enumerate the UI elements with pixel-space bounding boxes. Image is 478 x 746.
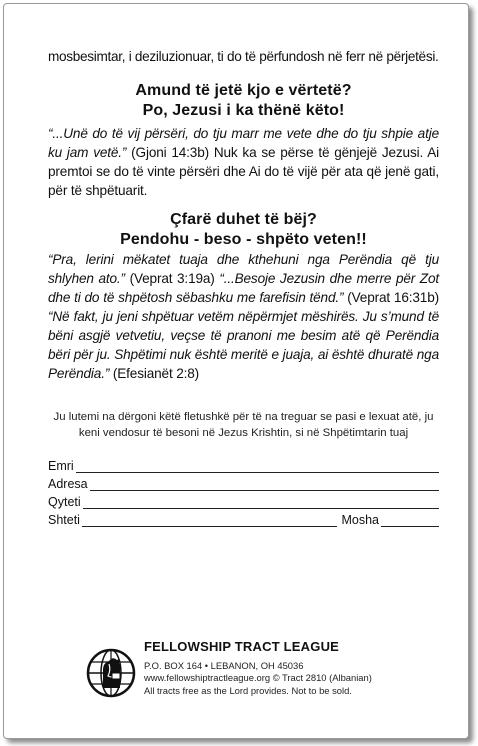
address-label: Adresa	[48, 477, 88, 491]
section1-paragraph	[48, 124, 439, 200]
publisher-website: www.fellowshiptractleague.org © Tract 2810 (Albanian)	[144, 672, 372, 683]
publisher-name: FELLOWSHIP TRACT LEAGUE	[144, 639, 340, 654]
state-label: Shteti	[48, 513, 80, 527]
section2-ref-3: (Efesianët 2:8)	[112, 366, 200, 381]
form-row-name	[48, 456, 439, 473]
address-field[interactable]	[90, 477, 439, 491]
form-row-address	[48, 474, 439, 491]
city-field[interactable]	[83, 495, 439, 509]
section2-quote-2: “...Besoje Jezusin dhe merre për Zot dhe ti do të shpëtosh sëbashku me farefisin tënd.”	[48, 271, 439, 305]
section2-ref-2: (Veprat 16:31b)	[343, 290, 439, 305]
free-notice: All tracts free as the Lord provides. Not to be sold.	[144, 685, 352, 696]
section2-heading-question: Çfarë duhet të bëj?	[170, 211, 317, 228]
city-label: Qyteti	[48, 495, 81, 509]
section1-ref: (Gjoni 14:3b)	[126, 145, 214, 160]
response-note: Ju lutemi na dërgoni këtë fletushkë për të na treguar se pasi e lexuat atë, ju keni vendosur të besoni në Jezus Krishtin, si në Shpëtimtarin tuaj	[53, 411, 434, 439]
publisher-address: P.O. BOX 164 • LEBANON, OH 45036	[144, 660, 304, 671]
section1-heading-answer: Po, Jezusi i ka thënë këto!	[142, 102, 345, 119]
globe-logo-icon	[86, 648, 136, 698]
section1-heading-question: Amund të jetë kjo e vërtetë?	[135, 82, 352, 99]
name-label: Emri	[48, 459, 74, 473]
name-field[interactable]	[76, 459, 439, 473]
intro-text: mosbesimtar, i deziluzionuar, ti do të përfundosh në ferr në përjetësi.	[48, 49, 439, 64]
section1-quote: “...Unë do të vij përsëri, do tju marr me vete dhe do tju shpie atje ku jam vetë.”	[48, 126, 439, 160]
section2-heading-answer: Pendohu - beso - shpëto veten!!	[120, 231, 367, 248]
age-label: Mosha	[341, 513, 379, 527]
form-row-state-age	[48, 510, 439, 527]
section2-quote-3: “Në fakt, ju jeni shpëtuar vetëm nëpërmjet mëshirës. Ju s’mund të bëni asgjë vetvetiu, veçse të pranoni me besim atë që Perëndia bëri për ju. Shpëtimi nuk është meritë e juaja, ai është dhuratë nga Perëndia.”	[48, 309, 439, 381]
section2-paragraph	[48, 250, 439, 383]
section2-ref-1: (Veprat 3:19a)	[124, 271, 220, 286]
tract-page	[3, 3, 469, 739]
section2-quote-1: “Pra, lerini mëkatet tuaja dhe kthehuni nga Perëndia që tju shlyhen ato.”	[48, 252, 439, 286]
section1-body: Nuk ka se përse të gënjejë Jezusi. Ai premtoi se do të vinte përsëri dhe Ai do të vijë për ata që jenë gati, për të shpëtuarit.	[48, 145, 439, 198]
age-field[interactable]	[381, 513, 439, 527]
state-field[interactable]	[82, 513, 338, 527]
form-row-city	[48, 492, 439, 509]
